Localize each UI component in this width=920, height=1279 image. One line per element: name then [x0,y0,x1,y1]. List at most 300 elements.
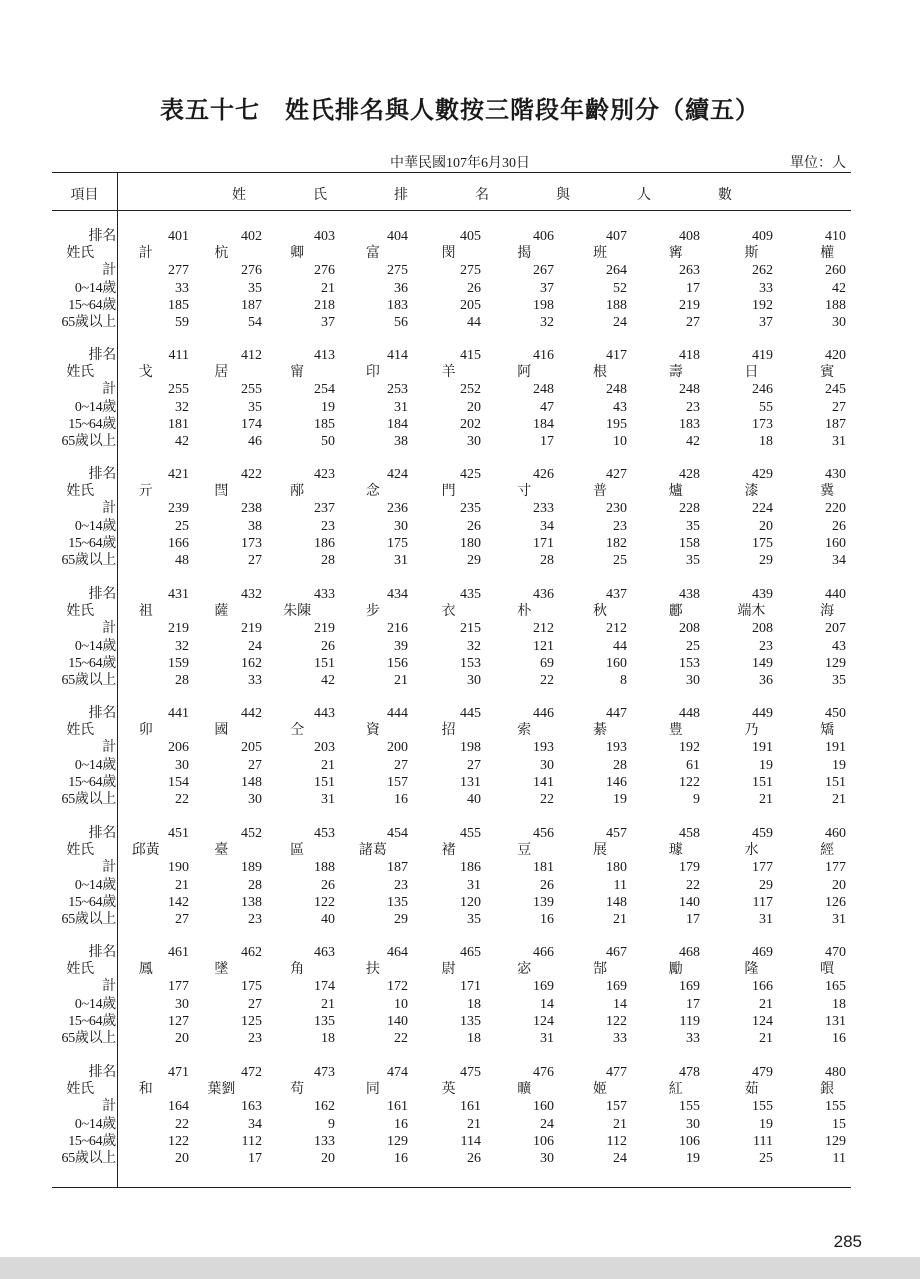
value-cell: 131 [825,1013,846,1029]
header-char: 姓 [232,188,246,203]
value-cell: 30 [832,314,846,330]
age-15-64-row [52,655,851,672]
value-cell: 117 [752,894,773,910]
value-cell: 30 [175,996,189,1012]
header-surname-rank-count [232,184,732,204]
value-cell: 262 [752,263,773,279]
row-label: 65歲以上 [61,314,116,330]
value-cell: 24 [613,314,627,330]
value-cell: 438 [679,587,700,602]
surname-cell: 揭 [517,246,532,262]
value-cell: 432 [241,587,262,602]
value-cell: 27 [394,757,408,773]
row-label: 姓氏 [66,484,94,500]
value-cell: 21 [613,1116,627,1132]
total-row [52,620,851,637]
value-cell: 17 [686,911,700,927]
value-cell: 23 [248,911,262,927]
value-cell: 188 [825,297,846,313]
total-row [52,978,851,995]
value-cell: 16 [540,911,554,927]
value-cell: 32 [175,399,189,415]
value-cell: 405 [460,229,481,244]
value-cell: 21 [759,996,773,1012]
header-char: 數 [718,188,732,203]
surname-row [52,961,851,978]
value-cell: 135 [387,894,408,910]
value-cell: 151 [752,774,773,790]
value-cell: 230 [606,501,627,517]
total-row [52,1098,851,1115]
value-cell: 276 [314,263,335,279]
row-label: 0~14歲 [74,757,116,773]
row-label: 15~64歲 [68,297,116,313]
value-cell: 166 [168,535,189,551]
surname-cell: 寸 [517,484,532,500]
value-cell: 479 [752,1065,773,1080]
surname-cell: 區 [290,843,305,859]
value-cell: 422 [241,467,262,482]
value-cell: 151 [314,655,335,671]
value-cell: 21 [394,672,408,688]
value-cell: 164 [168,1099,189,1115]
value-cell: 20 [175,1030,189,1046]
rank-block [52,586,851,689]
value-cell: 35 [832,672,846,688]
value-cell: 191 [752,740,773,756]
value-cell: 165 [825,979,846,995]
row-label: 65歲以上 [61,911,116,927]
surname-row [52,1081,851,1098]
value-cell: 59 [175,314,189,330]
value-cell: 180 [606,860,627,876]
value-cell: 38 [248,518,262,534]
surname-cell: 招 [441,723,456,739]
row-label: 姓氏 [66,365,94,381]
value-cell: 473 [314,1065,335,1080]
value-cell: 248 [533,382,554,398]
value-cell: 21 [321,757,335,773]
value-cell: 111 [753,1133,773,1149]
row-label: 計 [102,979,116,995]
value-cell: 48 [175,552,189,568]
value-cell: 193 [533,740,554,756]
value-cell: 260 [825,263,846,279]
value-cell: 17 [540,433,554,449]
value-cell: 212 [533,621,554,637]
value-cell: 21 [613,911,627,927]
value-cell: 207 [825,621,846,637]
value-cell: 25 [759,1150,773,1166]
value-cell: 401 [168,229,189,244]
value-cell: 112 [606,1133,627,1149]
surname-cell: 扶 [365,962,380,978]
value-cell: 157 [387,774,408,790]
value-cell: 443 [314,706,335,721]
value-cell: 402 [241,229,262,244]
value-cell: 61 [686,757,700,773]
value-cell: 23 [686,399,700,415]
surname-row [52,722,851,739]
value-cell: 25 [175,518,189,534]
surname-cell: 卿 [290,246,305,262]
value-cell: 112 [241,1133,262,1149]
value-cell: 215 [460,621,481,637]
value-cell: 33 [686,1030,700,1046]
value-cell: 452 [241,826,262,841]
value-cell: 28 [613,757,627,773]
value-cell: 23 [321,518,335,534]
rank-row [52,586,851,603]
value-cell: 456 [533,826,554,841]
value-cell: 28 [175,672,189,688]
value-cell: 450 [825,706,846,721]
value-cell: 44 [613,638,627,654]
value-cell: 184 [387,416,408,432]
value-cell: 177 [825,860,846,876]
value-cell: 33 [759,280,773,296]
value-cell: 421 [168,467,189,482]
value-cell: 253 [387,382,408,398]
value-cell: 186 [460,860,481,876]
surname-cell: 姬 [593,1082,607,1098]
surname-cell: 阿 [517,365,532,381]
value-cell: 17 [686,280,700,296]
value-cell: 463 [314,945,335,960]
value-cell: 16 [394,1116,408,1132]
value-cell: 26 [321,638,335,654]
row-label: 姓氏 [66,604,94,620]
page-number: 285 [833,1232,862,1251]
value-cell: 172 [387,979,408,995]
value-cell: 18 [467,1030,481,1046]
value-cell: 122 [314,894,335,910]
value-cell: 126 [825,894,846,910]
value-cell: 228 [679,501,700,517]
value-cell: 451 [168,826,189,841]
header-char: 名 [475,188,489,203]
row-label: 姓氏 [66,723,94,739]
surname-cell: 紅 [668,1082,683,1098]
value-cell: 37 [759,314,773,330]
surname-cell: 茹 [744,1082,759,1098]
surname-cell: 日 [744,365,759,381]
value-cell: 181 [168,416,189,432]
rank-row [52,944,851,961]
value-cell: 156 [387,655,408,671]
value-cell: 26 [832,518,846,534]
surname-cell: 寗 [668,246,683,262]
value-cell: 32 [175,638,189,654]
value-cell: 114 [460,1133,481,1149]
value-cell: 449 [752,706,773,721]
row-label: 65歲以上 [61,1030,116,1046]
total-row [52,381,851,398]
value-cell: 169 [533,979,554,995]
value-cell: 31 [394,552,408,568]
value-cell: 122 [606,1013,627,1029]
value-cell: 425 [460,467,481,482]
value-cell: 27 [467,757,481,773]
value-cell: 439 [752,587,773,602]
value-cell: 30 [175,757,189,773]
row-label: 15~64歲 [68,1013,116,1029]
value-cell: 40 [467,791,481,807]
value-cell: 444 [387,706,408,721]
value-cell: 55 [759,399,773,415]
value-cell: 19 [759,1116,773,1132]
row-label: 65歲以上 [61,552,116,568]
value-cell: 254 [314,382,335,398]
value-cell: 21 [759,791,773,807]
value-cell: 441 [168,706,189,721]
value-cell: 17 [248,1150,262,1166]
value-cell: 212 [606,621,627,637]
value-cell: 275 [387,263,408,279]
surname-cell: 邴 [290,484,305,500]
surname-cell: 經 [820,843,835,859]
value-cell: 412 [241,348,262,363]
value-cell: 419 [752,348,773,363]
surname-cell: 綦 [593,723,607,739]
surname-cell: 戈 [138,365,153,381]
value-cell: 460 [825,826,846,841]
value-cell: 191 [825,740,846,756]
surname-cell: 秋 [593,604,607,620]
value-cell: 475 [460,1065,481,1080]
value-cell: 175 [387,535,408,551]
value-cell: 39 [394,638,408,654]
value-cell: 146 [606,774,627,790]
surname-cell: 展 [593,843,607,859]
value-cell: 24 [540,1116,554,1132]
page-title: 表五十七 姓氏排名與人數按三階段年齡別分（續五） [160,95,760,124]
row-label: 計 [102,1099,116,1115]
value-cell: 174 [314,979,335,995]
value-cell: 467 [606,945,627,960]
value-cell: 19 [613,791,627,807]
rank-row [52,1064,851,1081]
row-label: 排名 [88,706,116,721]
surname-cell: 曠 [517,1082,532,1098]
value-cell: 459 [752,826,773,841]
value-cell: 461 [168,945,189,960]
value-cell: 43 [613,399,627,415]
value-cell: 23 [759,638,773,654]
value-cell: 471 [168,1065,189,1080]
surname-cell: 邱黃 [131,843,160,859]
value-cell: 16 [394,791,408,807]
value-cell: 185 [314,416,335,432]
header-bottom-rule [52,210,851,211]
value-cell: 19 [832,757,846,773]
value-cell: 183 [387,297,408,313]
surname-cell: 勵 [668,962,683,978]
value-cell: 19 [686,1150,700,1166]
table-top-rule [52,172,851,173]
value-cell: 21 [832,791,846,807]
surname-cell: 計 [138,246,153,262]
surname-cell: 隆 [744,962,759,978]
surname-cell: 郜 [593,962,607,978]
table-bottom-rule [52,1187,851,1188]
value-cell: 106 [533,1133,554,1149]
row-label: 排名 [88,826,116,841]
value-cell: 35 [686,518,700,534]
surname-cell: 諸葛 [358,843,387,859]
surname-cell: 索 [517,723,532,739]
value-cell: 140 [387,1013,408,1029]
value-cell: 54 [248,314,262,330]
value-cell: 218 [314,297,335,313]
value-cell: 466 [533,945,554,960]
value-cell: 122 [168,1133,189,1149]
value-cell: 119 [679,1013,700,1029]
value-cell: 10 [613,433,627,449]
value-cell: 174 [241,416,262,432]
value-cell: 403 [314,229,335,244]
value-cell: 42 [686,433,700,449]
value-cell: 155 [752,1099,773,1115]
row-label: 0~14歲 [74,877,116,893]
value-cell: 27 [248,552,262,568]
value-cell: 446 [533,706,554,721]
value-cell: 161 [460,1099,481,1115]
age-65-plus-row [52,552,851,569]
value-cell: 27 [832,399,846,415]
value-cell: 16 [832,1030,846,1046]
value-cell: 20 [467,399,481,415]
surname-cell: 褚 [441,843,456,859]
value-cell: 171 [533,535,554,551]
row-label: 0~14歲 [74,1116,116,1132]
value-cell: 183 [679,416,700,432]
value-cell: 263 [679,263,700,279]
row-label: 15~64歲 [68,894,116,910]
value-cell: 173 [752,416,773,432]
value-cell: 195 [606,416,627,432]
surname-cell: 閔 [441,246,456,262]
value-cell: 36 [394,280,408,296]
value-cell: 476 [533,1065,554,1080]
surname-cell: 仝 [290,723,305,739]
surname-cell: 祖 [138,604,153,620]
value-cell: 21 [175,877,189,893]
row-label: 0~14歲 [74,638,116,654]
value-cell: 42 [321,672,335,688]
value-cell: 36 [759,672,773,688]
value-cell: 163 [241,1099,262,1115]
value-cell: 20 [832,877,846,893]
value-cell: 469 [752,945,773,960]
surname-cell: 豆 [517,843,532,859]
surname-cell: 杭 [214,246,229,262]
value-cell: 428 [679,467,700,482]
surname-cell: 衣 [441,604,456,620]
surname-cell: 班 [593,246,607,262]
surname-cell: 根 [593,365,607,381]
value-cell: 14 [540,996,554,1012]
value-cell: 415 [460,348,481,363]
header-char: 人 [637,188,651,203]
surname-cell: 酈 [668,604,683,620]
header-char: 與 [556,188,570,203]
age-15-64-row [52,1133,851,1150]
surname-cell: 亓 [138,484,153,500]
value-cell: 15 [832,1116,846,1132]
value-cell: 133 [314,1133,335,1149]
value-cell: 29 [759,877,773,893]
value-cell: 42 [832,280,846,296]
value-cell: 23 [394,877,408,893]
value-cell: 453 [314,826,335,841]
surname-row [52,603,851,620]
value-cell: 35 [686,552,700,568]
value-cell: 31 [394,399,408,415]
row-label: 0~14歲 [74,399,116,415]
surname-cell: 卯 [138,723,153,739]
value-cell: 189 [241,860,262,876]
value-cell: 120 [460,894,481,910]
total-row [52,500,851,517]
value-cell: 205 [241,740,262,756]
value-cell: 34 [248,1116,262,1132]
value-cell: 192 [679,740,700,756]
value-cell: 248 [679,382,700,398]
value-cell: 236 [387,501,408,517]
value-cell: 27 [686,314,700,330]
age-0-14-row [52,399,851,416]
surname-cell: 角 [290,962,305,978]
value-cell: 37 [321,314,335,330]
age-0-14-row [52,757,851,774]
surname-cell: 冀 [820,484,835,500]
value-cell: 19 [759,757,773,773]
value-cell: 33 [248,672,262,688]
value-cell: 14 [613,996,627,1012]
value-cell: 8 [620,672,627,688]
value-cell: 418 [679,348,700,363]
value-cell: 129 [825,1133,846,1149]
value-cell: 151 [825,774,846,790]
value-cell: 457 [606,826,627,841]
row-label: 姓氏 [66,962,94,978]
surname-cell: 葉劉 [207,1082,236,1098]
value-cell: 171 [460,979,481,995]
value-cell: 40 [321,911,335,927]
row-label: 計 [102,263,116,279]
value-cell: 31 [759,911,773,927]
value-cell: 220 [825,501,846,517]
value-cell: 34 [540,518,554,534]
value-cell: 131 [460,774,481,790]
value-cell: 26 [467,518,481,534]
row-label: 計 [102,382,116,398]
rank-row [52,825,851,842]
surname-cell: 薩 [214,604,229,620]
value-cell: 106 [679,1133,700,1149]
value-cell: 9 [328,1116,335,1132]
value-cell: 127 [168,1013,189,1029]
row-label: 15~64歲 [68,535,116,551]
value-cell: 198 [460,740,481,756]
value-cell: 18 [832,996,846,1012]
value-cell: 25 [613,552,627,568]
surname-cell: 印 [365,365,380,381]
value-cell: 28 [540,552,554,568]
value-cell: 447 [606,706,627,721]
value-cell: 26 [321,877,335,893]
